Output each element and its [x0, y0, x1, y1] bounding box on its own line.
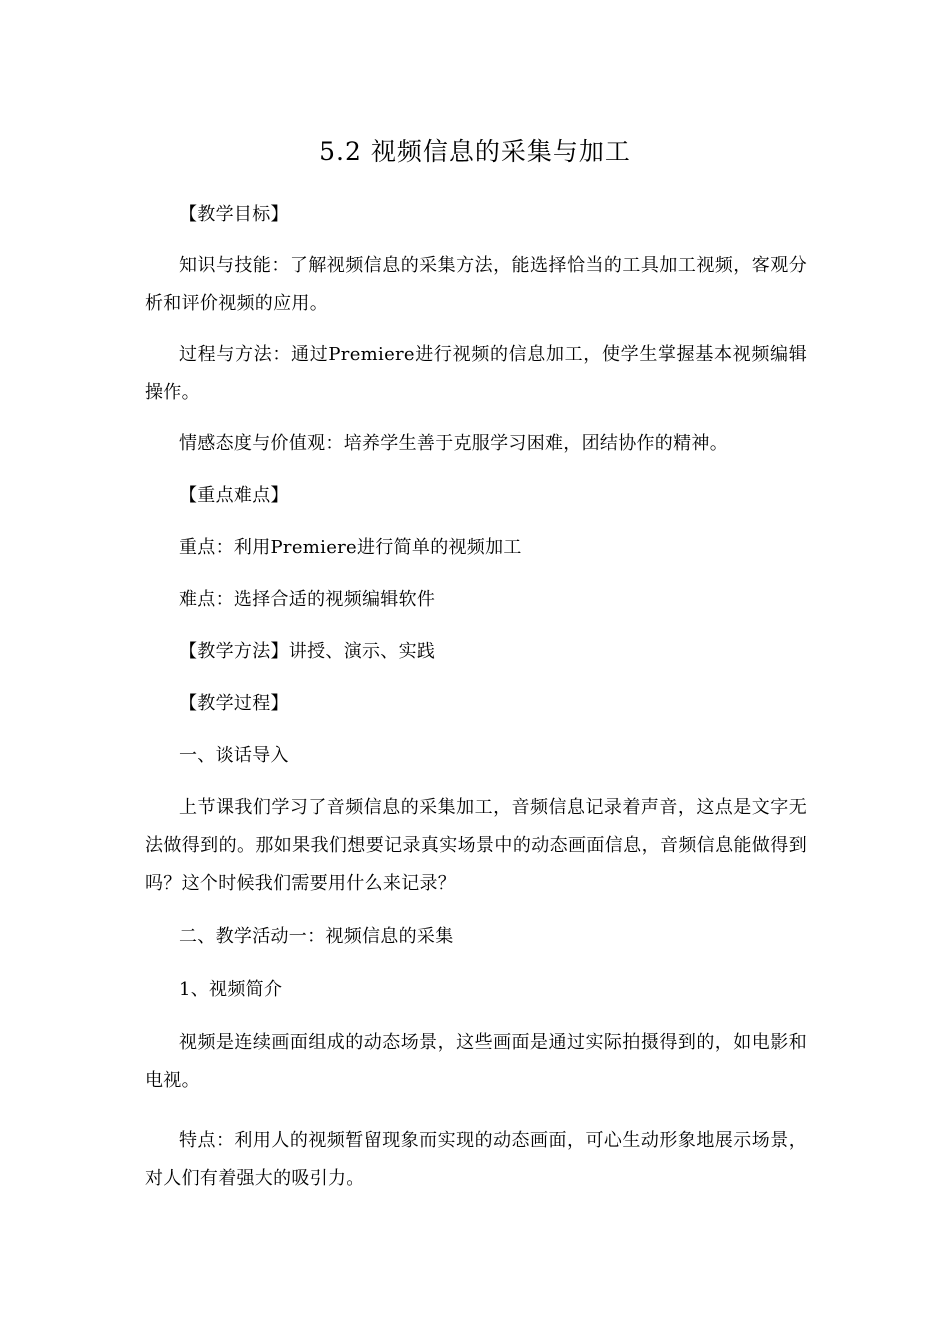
paragraph-introduction: 上节课我们学习了音频信息的采集加工，音频信息记录着声音，这点是文字无法做得到的。那如果我们想要记录真实场景中的动态画面信息，音频信息能做得到吗？这个时候我们需要用什么来记录？	[145, 797, 807, 894]
section-heading-key-points: 【重点难点】	[179, 485, 289, 506]
paragraph-process-methods: 过程与方法：通过Premiere进行视频的信息加工，使学生掌握基本视频编辑操作。	[145, 344, 807, 403]
paragraph-teaching-methods: 【教学方法】讲授、演示、实践	[179, 641, 436, 662]
paragraph-video-definition: 视频是连续画面组成的动态场景，这些画面是通过实际拍摄得到的，如电影和电视。	[145, 1032, 807, 1091]
paragraph-difficulty: 难点：选择合适的视频编辑软件	[179, 589, 436, 610]
paragraph-attitude-values: 情感态度与价值观：培养学生善于克服学习困难，团结协作的精神。	[179, 433, 728, 454]
subheading-activity-one: 二、教学活动一：视频信息的采集	[179, 926, 454, 947]
section-heading-teaching-process: 【教学过程】	[179, 693, 289, 714]
document-title: 5.2 视频信息的采集与加工	[319, 137, 631, 166]
section-heading-objectives: 【教学目标】	[179, 204, 289, 225]
subheading-introduction: 一、谈话导入	[179, 745, 289, 766]
paragraph-video-features: 特点：利用人的视频暂留现象而实现的动态画面，可心生动形象地展示场景，对人们有着强大的吸引力。	[145, 1130, 807, 1189]
paragraph-key-point: 重点：利用Premiere进行简单的视频加工	[179, 537, 522, 558]
paragraph-knowledge-skills: 知识与技能：了解视频信息的采集方法，能选择恰当的工具加工视频，客观分析和评价视频的应用。	[145, 255, 807, 314]
document-body	[145, 196, 807, 1198]
subheading-video-intro: 1、视频简介	[179, 979, 283, 1000]
